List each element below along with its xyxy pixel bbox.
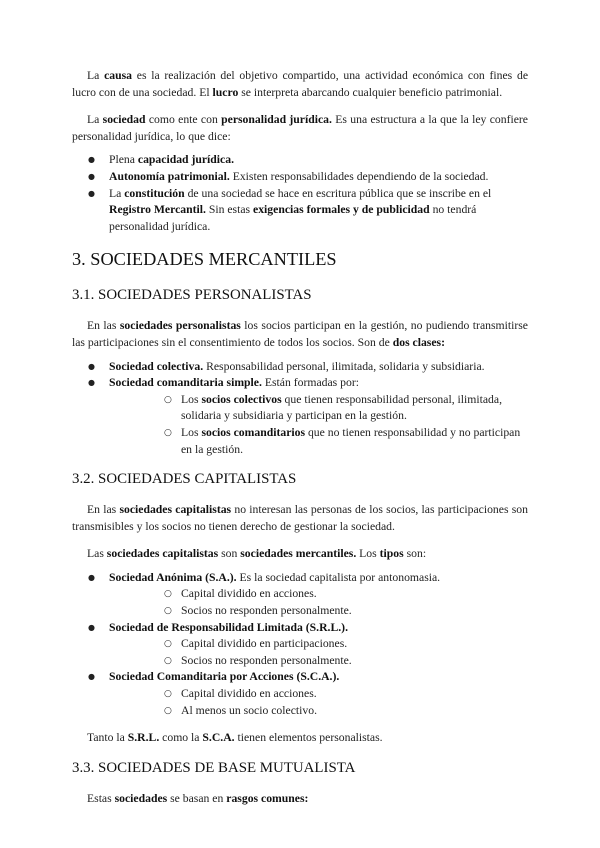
paragraph-tipos: Las sociedades capitalistas son sociedades mercantiles. Los tipos son: [87,547,427,561]
sublist-sca [109,686,528,719]
paragraph-causa: La causa es la realización del objetivo compartido, una actividad económica con fines de lucro con de una sociedad. El lucro se interpreta abarcando cualquier beneficio patrimonial. [72,69,529,99]
section-heading-3: 3. SOCIEDADES MERCANTILES [72,249,337,270]
sublist-item: ○ Al menos un socio colectivo. [109,703,528,720]
paragraph-mutualista: Estas sociedades se basan en rasgos comunes: [87,791,309,805]
list-item: ● Sociedad comanditaria simple. Están formadas por: ○ Los socios colectivos que tienen responsabilidad personal, ilimitada, solidaria y subsidiaria y participan en la gestión. ○ Los socios comanditarios que no tienen responsabilidad y no participan en la gestión. [72,375,528,458]
list-item: ● Sociedad de Responsabilidad Limitada (S.R.L.). ○ Capital dividido en participaciones. ○ Socios no responden personalmente. [72,620,528,670]
list-capitalistas [72,570,528,719]
subsection-heading-3-1: 3.1. SOCIEDADES PERSONALISTAS [72,287,312,304]
subsection-heading-3-3: 3.3. SOCIEDADES DE BASE MUTUALISTA [72,759,356,776]
subsection-heading-3-2: 3.2. SOCIEDADES CAPITALISTAS [72,471,297,488]
sublist-sa [109,586,528,619]
paragraph-personalistas: En las sociedades personalistas los socios participan en la gestión, no pudiendo transmitirse las participaciones sin el consentimiento de todos los socios. Son de dos clases: [72,319,528,349]
paragraph-sociedad: La sociedad como ente con personalidad jurídica. Es una estructura a la que la ley confiere personalidad jurídica, lo que dice: [72,113,528,143]
sublist-item: ○ Los socios comanditarios que no tienen responsabilidad y no participan en la gestión. [109,425,528,458]
list-personalidad [72,152,528,235]
sublist-item: ○ Capital dividido en acciones. [109,586,528,603]
sublist-srl [109,636,528,669]
sublist-item: ○ Los socios colectivos que tienen responsabilidad personal, ilimitada, solidaria y subsidiaria y participan en la gestión. [109,392,528,425]
list-personalistas [72,359,528,459]
list-item: ● Sociedad Comanditaria por Acciones (S.C.A.). ○ Capital dividido en acciones. ○ Al menos un socio colectivo. [72,669,528,719]
sublist-comanditaria [109,392,528,458]
list-item: ● Sociedad colectiva. Responsabilidad personal, ilimitada, solidaria y subsidiaria. [72,359,528,376]
document-body [72,68,528,818]
sublist-item: ○ Socios no responden personalmente. [109,653,528,670]
list-item: ● La constitución de una sociedad se hace en escritura pública que se inscribe en el Registro Mercantil. Sin estas exigencias formales y de publicidad no tendrá personalidad jurídica. [72,186,528,236]
list-item: ● Plena capacidad jurídica. [72,152,528,169]
list-item: ● Sociedad Anónima (S.A.). Es la sociedad capitalista por antonomasia. ○ Capital dividido en acciones. ○ Socios no responden personalmente. [72,570,528,620]
paragraph-srl-sca: Tanto la S.R.L. como la S.C.A. tienen elementos personalistas. [87,731,383,745]
sublist-item: ○ Capital dividido en acciones. [109,686,528,703]
sublist-item: ○ Capital dividido en participaciones. [109,636,528,653]
paragraph-capitalistas: En las sociedades capitalistas no interesan las personas de los socios, las participaciones son transmisibles y los socios no tienen derecho de gestionar la sociedad. [72,503,528,533]
sublist-item: ○ Socios no responden personalmente. [109,603,528,620]
list-item: ● Autonomía patrimonial. Existen responsabilidades dependiendo de la sociedad. [72,169,528,186]
